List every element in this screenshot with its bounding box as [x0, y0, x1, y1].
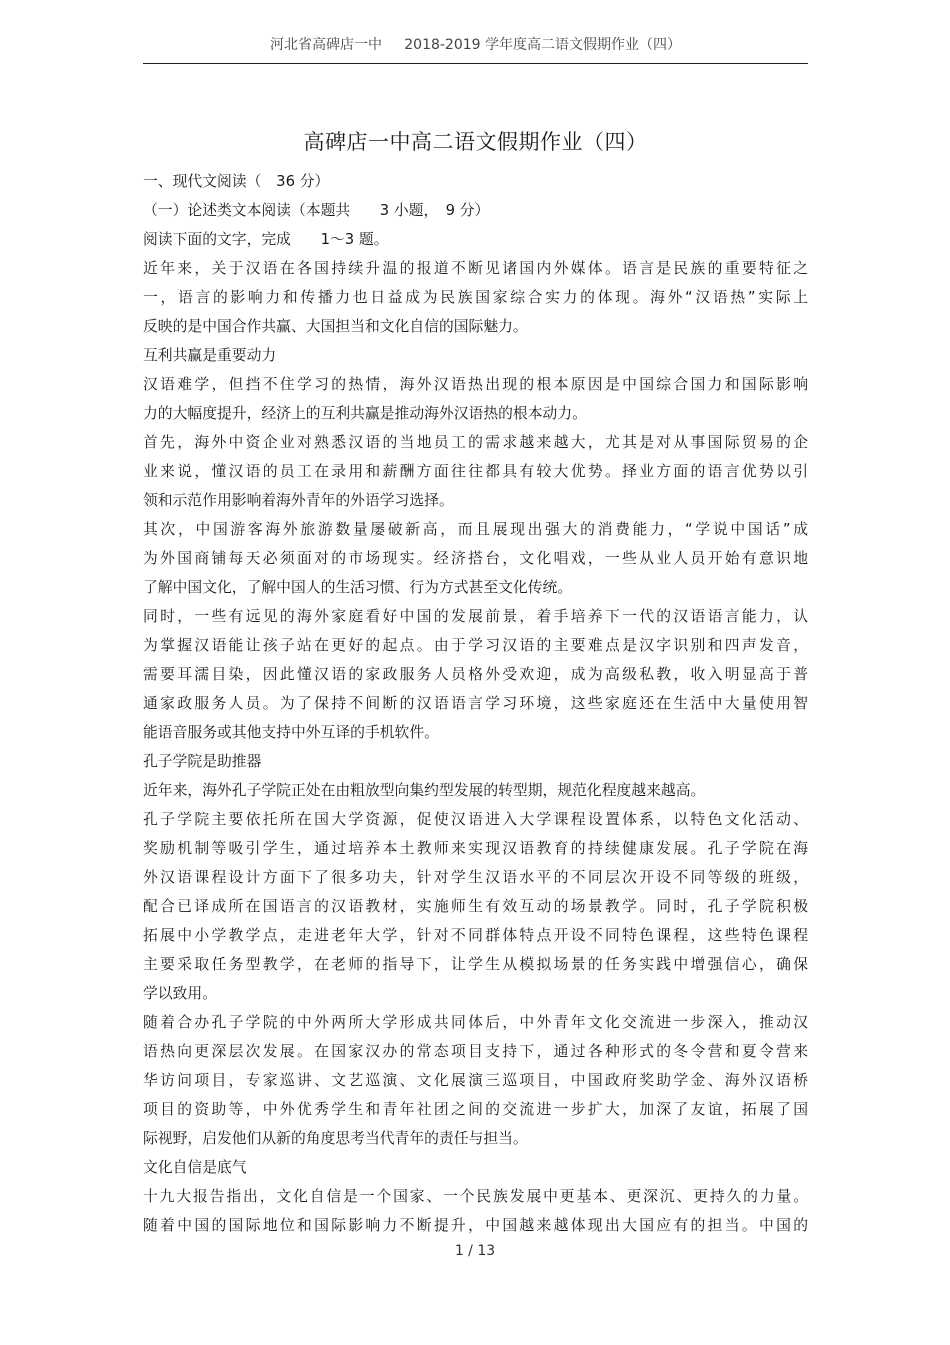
text-line: 拓展中小学教学点，走进老年大学，针对不同群体特点开设不同特色课程，这些特色课程 — [143, 927, 808, 944]
text-line: 领和示范作用影响着海外青年的外语学习选择。 — [143, 492, 454, 509]
text-line: 了解中国文化，了解中国人的生活习惯、行为方式甚至文化传统。 — [143, 579, 573, 596]
text-line: 孔子学院主要依托所在国大学资源，促使汉语进入大学课程设置体系，以特色文化活动、 — [143, 811, 808, 828]
subheading-line: 文化自信是底气 — [143, 1159, 247, 1176]
text-line: 能语音服务或其他支持中外互译的手机软件。 — [143, 724, 439, 741]
document-body — [143, 167, 808, 1240]
page-header — [143, 0, 808, 64]
text-line: 一，语言的影响力和传播力也日益成为民族国家综合实力的体现。海外“汉语热”实际上 — [143, 289, 808, 306]
text-line: 业来说，懂汉语的员工在录用和薪酬方面往往都具有较大优势。择业方面的语言优势以引 — [143, 463, 808, 480]
text-line: 近年来，海外孔子学院正处在由粗放型向集约型发展的转型期，规范化程度越来越高。 — [143, 782, 706, 799]
text-line: 同时，一些有远见的海外家庭看好中国的发展前景，着手培养下一代的汉语语言能力，认 — [143, 608, 808, 625]
text-line: 奖励机制等吸引学生，通过培养本土教师来实现汉语教育的持续健康发展。孔子学院在海 — [143, 840, 808, 857]
subsection-heading: （一）论述类文本阅读（本题共 3 小题， 9 分） — [143, 202, 490, 219]
text-line: 为掌握汉语能让孩子站在更好的起点。由于学习汉语的主要难点是汉字识别和四声发音， — [143, 637, 808, 654]
text-line: 为外国商铺每天必须面对的市场现实。经济搭台，文化唱戏，一些从业人员开始有意识地 — [143, 550, 808, 567]
text-line: 其次，中国游客海外旅游数量屡破新高，而且展现出强大的消费能力，“学说中国话”成 — [143, 521, 808, 538]
text-line: 语热向更深层次发展。在国家汉办的常态项目支持下，通过各种形式的冬令营和夏令营来 — [143, 1043, 808, 1060]
header-school: 河北省高碑店一中 — [269, 37, 382, 53]
text-line: 反映的是中国合作共赢、大国担当和文化自信的国际魅力。 — [143, 318, 528, 335]
text-line: 配合已译成所在国语言的汉语教材，实施师生有效互动的场景教学。同时，孔子学院积极 — [143, 898, 808, 915]
text-line: 外汉语课程设计方面下了很多功夫，针对学生汉语水平的不同层次开设不同等级的班级， — [143, 869, 808, 886]
text-line: 近年来，关于汉语在各国持续升温的报道不断见诸国内外媒体。语言是民族的重要特征之 — [143, 260, 808, 277]
text-line: 项目的资助等，中外优秀学生和青年社团之间的交流进一步扩大，加深了友谊，拓展了国 — [143, 1101, 808, 1118]
text-line: 随着中国的国际地位和国际影响力不断提升，中国越来越体现出大国应有的担当。中国的 — [143, 1217, 808, 1234]
text-line: 汉语难学，但挡不住学习的热情，海外汉语热出现的根本原因是中国综合国力和国际影响 — [143, 376, 808, 393]
header-year-title: 2018-2019 学年度高二语文假期作业（四） — [404, 37, 682, 53]
page-number: 1 / 13 — [454, 1243, 496, 1259]
subheading-line: 互利共赢是重要动力 — [143, 347, 277, 364]
text-line: 主要采取任务型教学，在老师的指导下，让学生从模拟场景的任务实践中增强信心，确保 — [143, 956, 808, 973]
instruction-line: 阅读下面的文字，完成 1～3 题。 — [143, 231, 389, 248]
document-title: 高碑店一中高二语文假期作业（四） — [303, 130, 648, 154]
text-line: 通家政服务人员。为了保持不间断的汉语语言学习环境，这些家庭还在生活中大量使用智 — [143, 695, 808, 712]
text-line: 十九大报告指出，文化自信是一个国家、一个民族发展中更基本、更深沉、更持久的力量。 — [143, 1188, 808, 1205]
text-line: 际视野，启发他们从新的角度思考当代青年的责任与担当。 — [143, 1130, 528, 1147]
text-line: 学以致用。 — [143, 985, 217, 1002]
subheading-line: 孔子学院是助推器 — [143, 753, 262, 770]
text-line: 华访问项目，专家巡讲、文艺巡演、文化展演三巡项目，中国政府奖助学金、海外汉语桥 — [143, 1072, 808, 1089]
text-line: 随着合办孔子学院的中外两所大学形成共同体后，中外青年文化交流进一步深入，推动汉 — [143, 1014, 808, 1031]
header-text — [143, 36, 808, 54]
text-line: 需要耳濡目染，因此懂汉语的家政服务人员格外受欢迎，成为高级私教，收入明显高于普 — [143, 666, 808, 683]
text-line: 首先，海外中资企业对熟悉汉语的当地员工的需求越来越大，尤其是对从事国际贸易的企 — [143, 434, 808, 451]
text-line: 力的大幅度提升，经济上的互利共赢是推动海外汉语热的根本动力。 — [143, 405, 587, 422]
section-heading: 一、现代文阅读（ 36 分） — [143, 173, 330, 190]
